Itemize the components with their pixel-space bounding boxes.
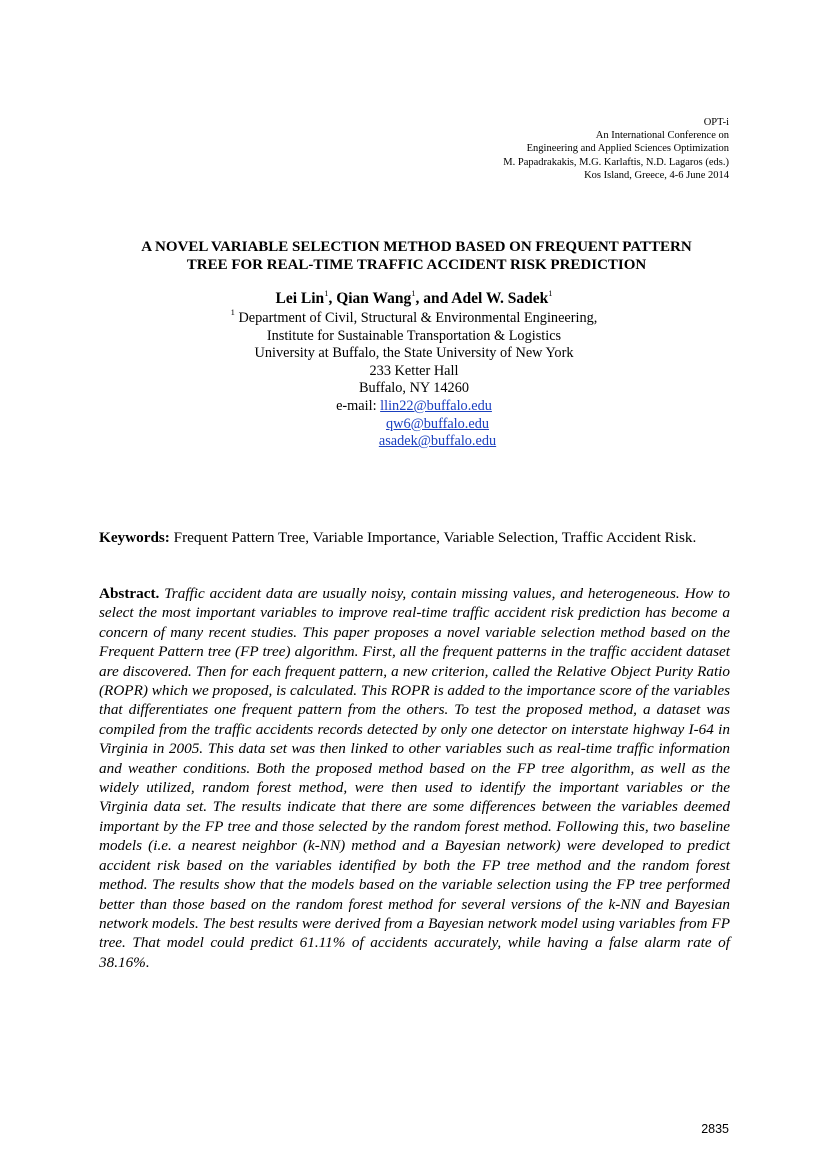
affiliation-marker: 1 [230,307,235,317]
email-link[interactable]: asadek@buffalo.edu [378,433,497,450]
paper-title [60,238,773,274]
affiliation-university: University at Buffalo, the State University of New York [254,345,574,362]
affiliation-block [0,307,828,451]
page-number: 2835 [701,1122,729,1136]
author-list: Lei Lin$^1$, Qian Wang$^1$, and Adel W. Sadek$^1$ [275,288,553,307]
conference-header [369,116,729,182]
abstract-text: Traffic accident data are usually noisy, contain missing values, and heterogeneous. How to select the most important variables to improve real-time traffic accident risk prediction has become a concern of many recent studies. This paper proposes a novel variable selection method based on the Frequent Pattern tree (FP tree) algorithm. First, all the frequent patterns in the traffic accident dataset are discovered. Then for each frequent pattern, a new criterion, called the Relative Object Purity Ratio (ROPR) which we proposed, is calculated. This ROPR is added to the importance score of the variables that differentiates one frequent pattern from the others. To test the proposed method, a dataset was compiled from the traffic accidents records detected by only one detector on interstate highway I-64 in Virginia in 2005. This data set was then linked to other variables such as real-time traffic information and weather conditions. Both the proposed method based on the FP tree algorithm, as well as the widely utilized, random forest method, were then used to identify the important variables or the Virginia data set. The results indicate that there are some differences between the variables deemed important by the FP tree and those selected by the random forest method. Following this, two baseline models (i.e. a nearest neighbor (k-NN) method and a Bayesian network) were developed to predict accident risk based on the variables identified by both the FP tree method and the random forest method. The results show that the models based on the variable selection using the FP tree performed better than those based on the random forest method for several versions of the k-NN and Bayesian network models. The best results were derived from a Bayesian network model using variables from FP tree. That model could predict 61.11% of accidents accurately, while having a false alarm rate of 38.16%. [99,585,730,971]
affiliation-city: Buffalo, NY 14260 [359,380,469,397]
keywords-section [99,528,730,547]
conference-location-date: Kos Island, Greece, 4-6 June 2014 [584,169,729,181]
email-link[interactable]: llin22@buffalo.edu [380,397,492,414]
email-link[interactable]: qw6@buffalo.edu [385,415,490,432]
email-label: e-mail: [336,397,377,414]
conference-editors: M. Papadrakakis, M.G. Karlaftis, N.D. Lagaros (eds.) [503,156,729,168]
conference-subtitle: An International Conference on [595,130,729,142]
conference-field: Engineering and Applied Sciences Optimization [526,143,729,155]
abstract-label: Abstract. [99,585,160,602]
author-affiliation-marker: 1 [324,288,329,298]
affiliation-department: Department of Civil, Structural & Environmental Engineering, [238,310,598,326]
affiliation-building: 233 Ketter Hall [369,362,459,379]
author-name: and Adel W. Sadek [423,290,549,307]
author-affiliation-marker: 1 [548,288,553,298]
conference-name: OPT-i [703,117,729,128]
abstract-section [99,584,730,972]
affiliation-institute: Institute for Sustainable Transportation & Logistics [266,327,562,344]
paper-title-line-2: TREE FOR REAL-TIME TRAFFIC ACCIDENT RISK PREDICTION [186,257,647,273]
author-name: Lei Lin [275,290,325,307]
email-row [0,398,828,416]
author-name: Qian Wang [336,290,412,307]
paper-title-line-1: A NOVEL VARIABLE SELECTION METHOD BASED ON FREQUENT PATTERN [141,239,692,255]
keywords-label: Keywords: [99,529,170,546]
author-affiliation-marker: 1 [411,288,416,298]
keywords-text: Frequent Pattern Tree, Variable Importance, Variable Selection, Traffic Accident Risk. [173,529,697,546]
